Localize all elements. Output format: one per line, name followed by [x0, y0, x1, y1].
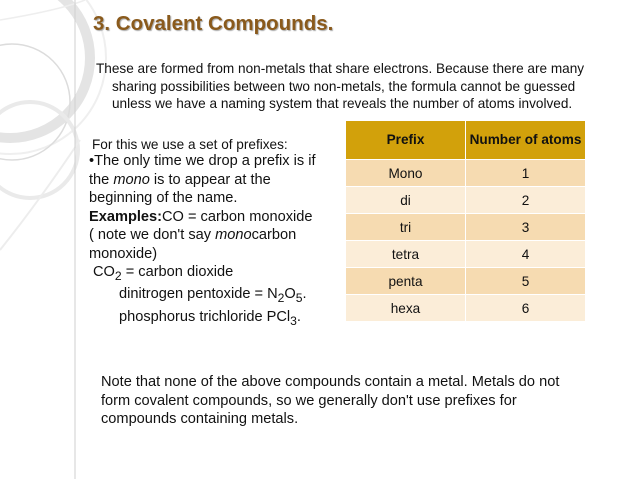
- metals-note: Note that none of the above compounds contain a metal. Metals do not form covalent compounds, so we generally don't use prefixes for compounds containing metals.: [101, 374, 560, 427]
- prefix-cell: tri: [346, 214, 466, 241]
- slide-title: 3. Covalent Compounds.: [93, 12, 334, 35]
- examples-label: Examples:: [89, 208, 163, 225]
- table-row: [346, 268, 586, 295]
- bullet-line-2: the mono is to appear at the: [89, 171, 271, 188]
- table-row: [346, 295, 586, 322]
- count-cell: 5: [466, 268, 586, 295]
- prefix-intro-text: For this we use a set of prefixes:: [92, 137, 288, 152]
- bullet-line-3: beginning of the name.: [89, 190, 238, 206]
- count-cell: 6: [466, 295, 586, 322]
- mono-emphasis: mono: [113, 171, 150, 188]
- prefix-cell: penta: [346, 268, 466, 295]
- intro-text: These are formed from non-metals that share electrons. Because there are many sharing possibilities between two non-metals, the formula cannot be guessed unless we have a naming system that reveals the number of atoms involved.: [96, 61, 585, 111]
- intro-paragraph: [96, 60, 596, 113]
- prefix-cell: hexa: [346, 295, 466, 322]
- examples-note-line-1: ( note we don't say monocarbon: [89, 227, 297, 243]
- example-dinitrogen-pentoxide: dinitrogen pentoxide = $N_2O_5$.: [119, 286, 307, 306]
- mono-note-emphasis: mono: [215, 227, 252, 243]
- examples-note-line-2: monoxide): [89, 245, 158, 262]
- example-phosphorus-trichloride: phosphorus trichloride PCl$_3$.: [119, 308, 301, 328]
- prefix-cell: Mono: [346, 160, 466, 187]
- header-number-of-atoms: Number of atoms: [466, 121, 586, 160]
- count-cell: 4: [466, 241, 586, 268]
- count-cell: 2: [466, 187, 586, 214]
- prefix-cell: tetra: [346, 241, 466, 268]
- count-cell: 3: [466, 214, 586, 241]
- example-co2: $CO_2$ = carbon dioxide: [93, 264, 234, 283]
- bullet-line-1: •The only time we drop a prefix is if: [89, 153, 316, 169]
- table-row: [346, 241, 586, 268]
- example-co: CO = carbon monoxide: [162, 208, 313, 225]
- explanation-block: [89, 152, 371, 330]
- examples-line: [89, 208, 371, 227]
- prefix-table: [345, 120, 586, 322]
- table-row: [346, 214, 586, 241]
- table-row: [346, 160, 586, 187]
- header-prefix: Prefix: [346, 121, 466, 160]
- prefix-cell: di: [346, 187, 466, 214]
- table-header-row: [346, 121, 586, 160]
- table-row: [346, 187, 586, 214]
- count-cell: 1: [466, 160, 586, 187]
